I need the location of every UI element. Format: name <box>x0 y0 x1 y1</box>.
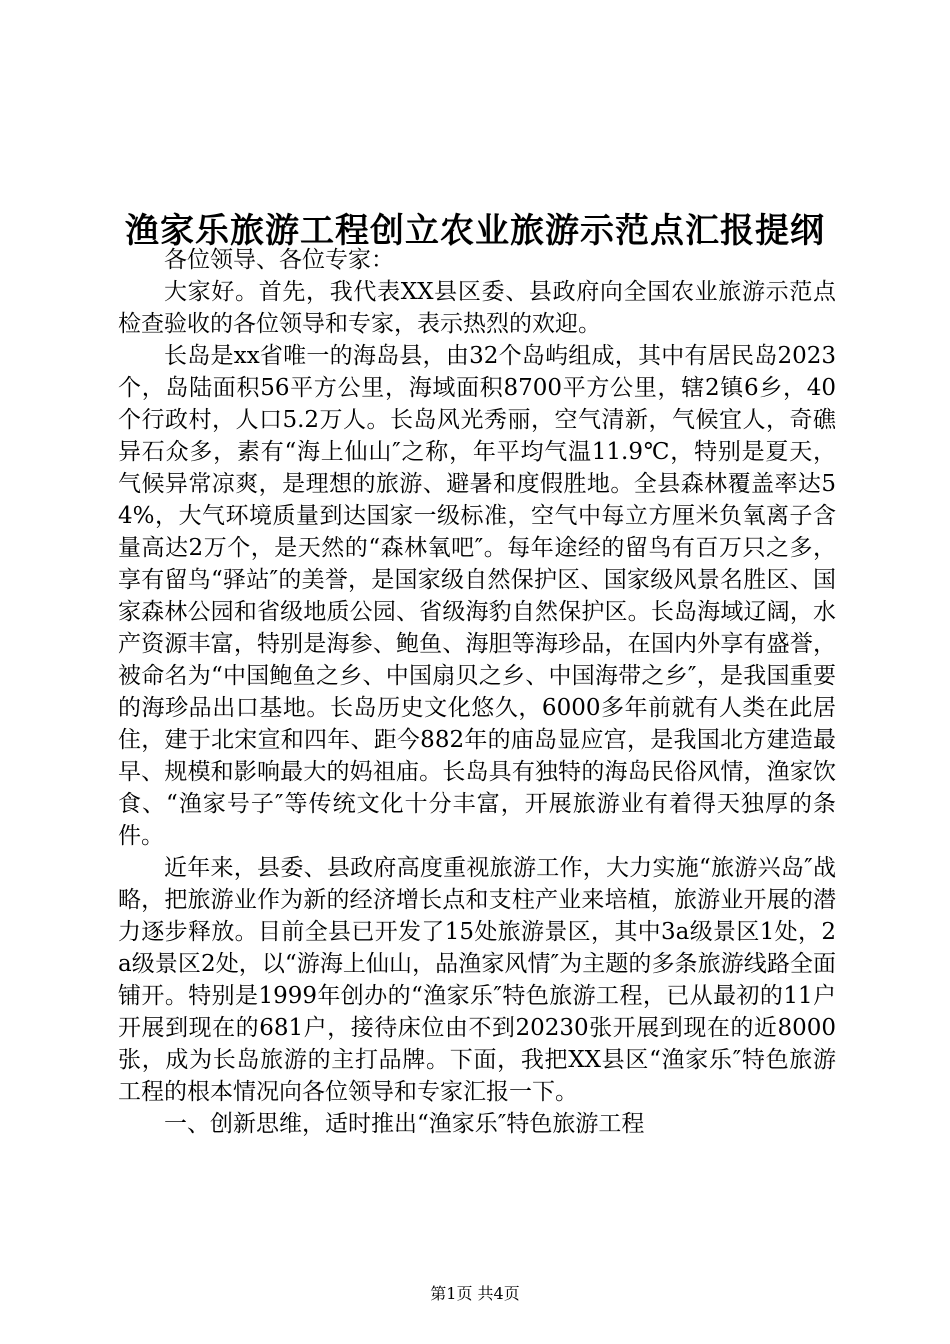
tourism-development-paragraph: 近年来，县委、县政府高度重视旅游工作，大力实施“旅游兴岛″战略，把旅游业作为新的经济增长点和支柱产业来培植，旅游业开展的潜力逐步释放。目前全县已开发了15处旅游景区，其中3a级景区1处，2a级景区2处，以“游海上仙山，品渔家风情″为主题的多条旅游线路全面铺开。特别是1999年创办的“渔家乐″特色旅游工程，已从最初的11户开展到现在的681户，接待床位由不到20230张开展到现在的近8000张，成为长岛旅游的主打品牌。下面，我把XX县区“渔家乐″特色旅游工程的根本情况向各位领导和专家汇报一下。 <box>118 855 836 1105</box>
page-number-footer: 第1页 共4页 <box>430 1284 520 1303</box>
greeting-paragraph: 大家好。首先，我代表XX县区委、县政府向全国农业旅游示范点检查验收的各位领导和专家，表示热烈的欢迎。 <box>118 279 836 337</box>
changdao-overview-paragraph: 长岛是xx省唯一的海岛县，由32个岛屿组成，其中有居民岛2023个，岛陆面积56平方公里，海域面积8700平方公里，辖2镇6乡，40个行政村，人口5.2万人。长岛风光秀丽，空气清新，气候宜人，奇礁异石众多，素有“海上仙山″之称，年平均气温11.9℃，特别是夏天，气候异常凉爽，是理想的旅游、避暑和度假胜地。全县森林覆盖率达54%，大气环境质量到达国家一级标准，空气中每立方厘米负氧离子含量高达2万个，是天然的“森林氧吧″。每年途经的留鸟有百万只之多，享有留鸟“驿站″的美誉，是国家级自然保护区、国家级风景名胜区、国家森林公园和省级地质公园、省级海豹自然保护区。长岛海域辽阔，水产资源丰富，特别是海参、鲍鱼、海胆等海珍品，在国内外享有盛誉，被命名为“中国鲍鱼之乡、中国扇贝之乡、中国海带之乡″，是我国重要的海珍品出口基地。长岛历史文化悠久，6000多年前就有人类在此居住，建于北宋宣和四年、距今882年的庙岛显应宫，是我国北方建造最早、规模和影响最大的妈祖庙。长岛具有独特的海岛民俗风情，渔家饮食、“渔家号子″等传统文化十分丰富，开展旅游业有着得天独厚的条件。 <box>118 343 836 849</box>
salutation-paragraph: 各位领导、各位专家： <box>164 247 394 273</box>
section-heading-1: 一、创新思维，适时推出“渔家乐″特色旅游工程 <box>164 1111 645 1137</box>
document-body <box>118 244 836 1140</box>
document-title: 渔家乐旅游工程创立农业旅游示范点汇报提纲 <box>125 210 825 251</box>
